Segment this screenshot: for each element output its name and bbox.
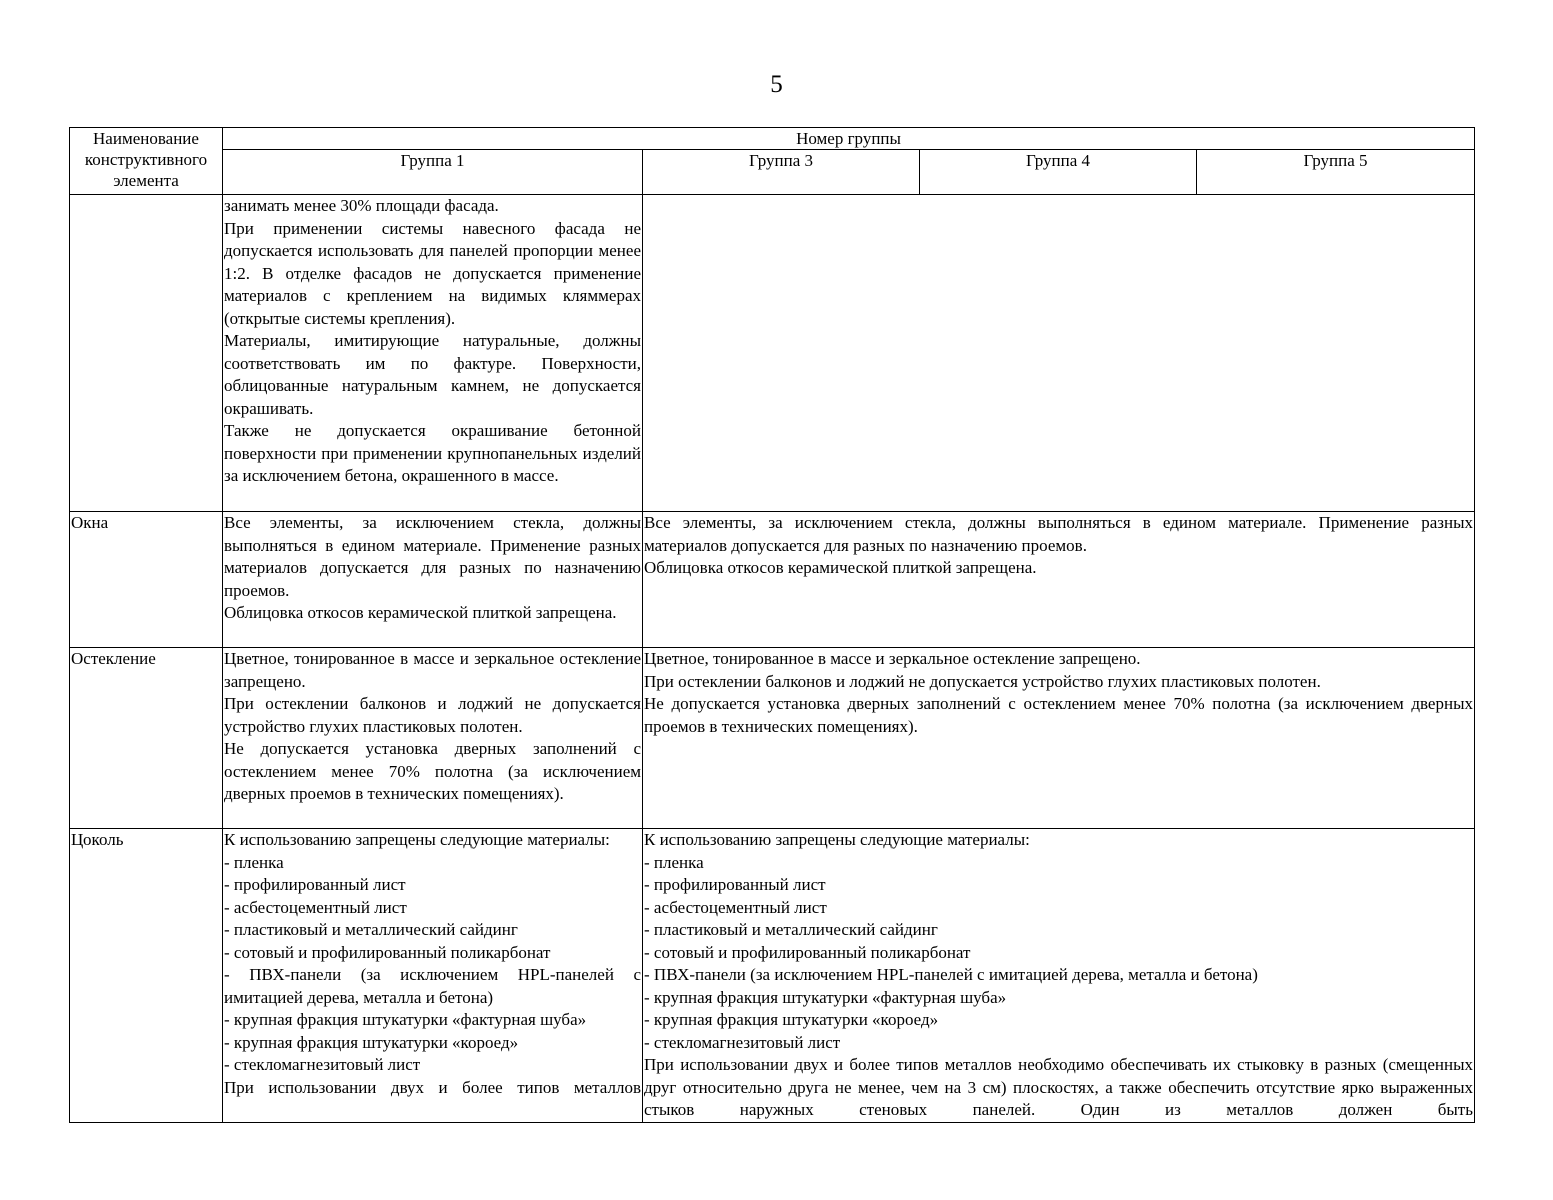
list-item: - пластиковый и металлический сайдинг <box>644 920 938 939</box>
paragraph: При остеклении балконов и лоджий не допускается устройство глухих пластиковых полотен. <box>644 671 1321 691</box>
element-name-cell: Остекление <box>70 648 223 829</box>
element-name-cell <box>70 195 223 512</box>
group-4-header: Группа 4 <box>920 150 1197 195</box>
header-row-1 <box>70 128 1475 150</box>
group-number-header: Номер группы <box>223 128 1475 150</box>
list-item: - профилированный лист <box>644 875 826 894</box>
element-column-header: Наименование конструктивного элемента <box>70 128 223 195</box>
element-name-cell: Цоколь <box>70 829 223 1123</box>
paragraph: Цветное, тонированное в массе и зеркальное остекление запрещено. <box>644 649 1141 668</box>
group-1-cell <box>223 648 643 829</box>
group-5-header: Группа 5 <box>1197 150 1475 195</box>
paragraph: Все элементы, за исключением стекла, должны выполняться в едином материале. Применение разных материалов допускается для разных по назначению проемов. <box>224 513 641 600</box>
group-1-header: Группа 1 <box>223 150 643 195</box>
regulations-table <box>69 127 1475 1123</box>
table-row-plinth <box>70 829 1475 1123</box>
group-3-5-cell <box>643 648 1475 829</box>
paragraph: При использовании двух и более типов металлов необходимо обеспечивать их стыковку в разных (смещенных друг относительно друга не менее, чем на 3 см) плоскостях, а также обеспечить отсутствие ярко выраженных стыков наружных стеновых панелей. Один из металлов должен быть <box>644 1055 1473 1119</box>
table-row-glazing <box>70 648 1475 829</box>
header-row-2 <box>70 150 1475 195</box>
group-1-cell <box>223 512 643 648</box>
list-item: - асбестоцементный лист <box>644 897 827 917</box>
table-row-windows <box>70 512 1475 648</box>
paragraph: Материалы, имитирующие натуральные, должны соответствовать им по фактуре. Поверхности, облицованные натуральным камнем, не допускается окрашивать. <box>224 331 641 418</box>
list-item: - крупная фракция штукатурки «короед» <box>224 1032 519 1052</box>
list-item: - ПВХ-панели (за исключением HPL-панелей с имитацией дерева, металла и бетона) <box>644 965 1258 984</box>
paragraph: При остеклении балконов и лоджий не допускается устройство глухих пластиковых полотен. <box>224 694 641 736</box>
paragraph: Не допускается установка дверных заполнений с остеклением менее 70% полотна (за исключением дверных проемов в технических помещениях). <box>644 694 1473 736</box>
paragraph: Облицовка откосов керамической плиткой запрещена. <box>644 558 1037 577</box>
list-item: - асбестоцементный лист <box>224 897 407 917</box>
list-item: - стекломагнезитовый лист <box>644 1032 841 1052</box>
list-item: - сотовый и профилированный поликарбонат <box>644 942 971 962</box>
list-item: - крупная фракция штукатурки «фактурная шуба» <box>224 1010 587 1029</box>
page-number: 5 <box>770 71 783 98</box>
list-item: - ПВХ-панели (за исключением HPL-панелей с имитацией дерева, металла и бетона) <box>224 965 641 1007</box>
list-item: - пленка <box>644 852 704 872</box>
group-1-cell <box>223 829 643 1123</box>
list-item: - крупная фракция штукатурки «фактурная шуба» <box>644 987 1007 1007</box>
group-3-5-cell <box>643 829 1475 1123</box>
paragraph: К использованию запрещены следующие материалы: <box>224 830 610 849</box>
paragraph: Также не допускается окрашивание бетонной поверхности при применении крупнопанельных изделий за исключением бетона, окрашенного в массе. <box>224 421 641 485</box>
element-name-cell: Окна <box>70 512 223 648</box>
group-1-cell <box>223 195 643 512</box>
paragraph: Цветное, тонированное в массе и зеркальное остекление запрещено. <box>224 649 641 691</box>
list-item: - пластиковый и металлический сайдинг <box>224 920 518 939</box>
paragraph: Все элементы, за исключением стекла, должны выполняться в едином материале. Применение разных материалов допускается для разных по назначению проемов. <box>644 513 1473 555</box>
list-item: - крупная фракция штукатурки «короед» <box>644 1010 939 1029</box>
group-3-header: Группа 3 <box>643 150 920 195</box>
list-item: - сотовый и профилированный поликарбонат <box>224 942 551 962</box>
paragraph: Облицовка откосов керамической плиткой запрещена. <box>224 603 617 622</box>
paragraph: При применении системы навесного фасада не допускается использовать для панелей пропорции менее 1:2. В отделке фасадов не допускается применение материалов с креплением на видимых кляммерах (открытые системы крепления). <box>224 218 641 328</box>
list-item: - стекломагнезитовый лист <box>224 1055 421 1074</box>
paragraph: К использованию запрещены следующие материалы: <box>644 830 1030 849</box>
paragraph: Не допускается установка дверных заполнений с остеклением менее 70% полотна (за исключением дверных проемов в технических помещениях). <box>224 739 641 803</box>
paragraph: занимать менее 30% площади фасада. <box>224 196 499 215</box>
list-item: - пленка <box>224 852 284 872</box>
group-3-5-cell <box>643 195 1475 512</box>
group-3-5-cell <box>643 512 1475 648</box>
table-row-facade-continued <box>70 195 1475 512</box>
list-item: - профилированный лист <box>224 875 406 894</box>
paragraph: При использовании двух и более типов металлов <box>224 1077 641 1097</box>
